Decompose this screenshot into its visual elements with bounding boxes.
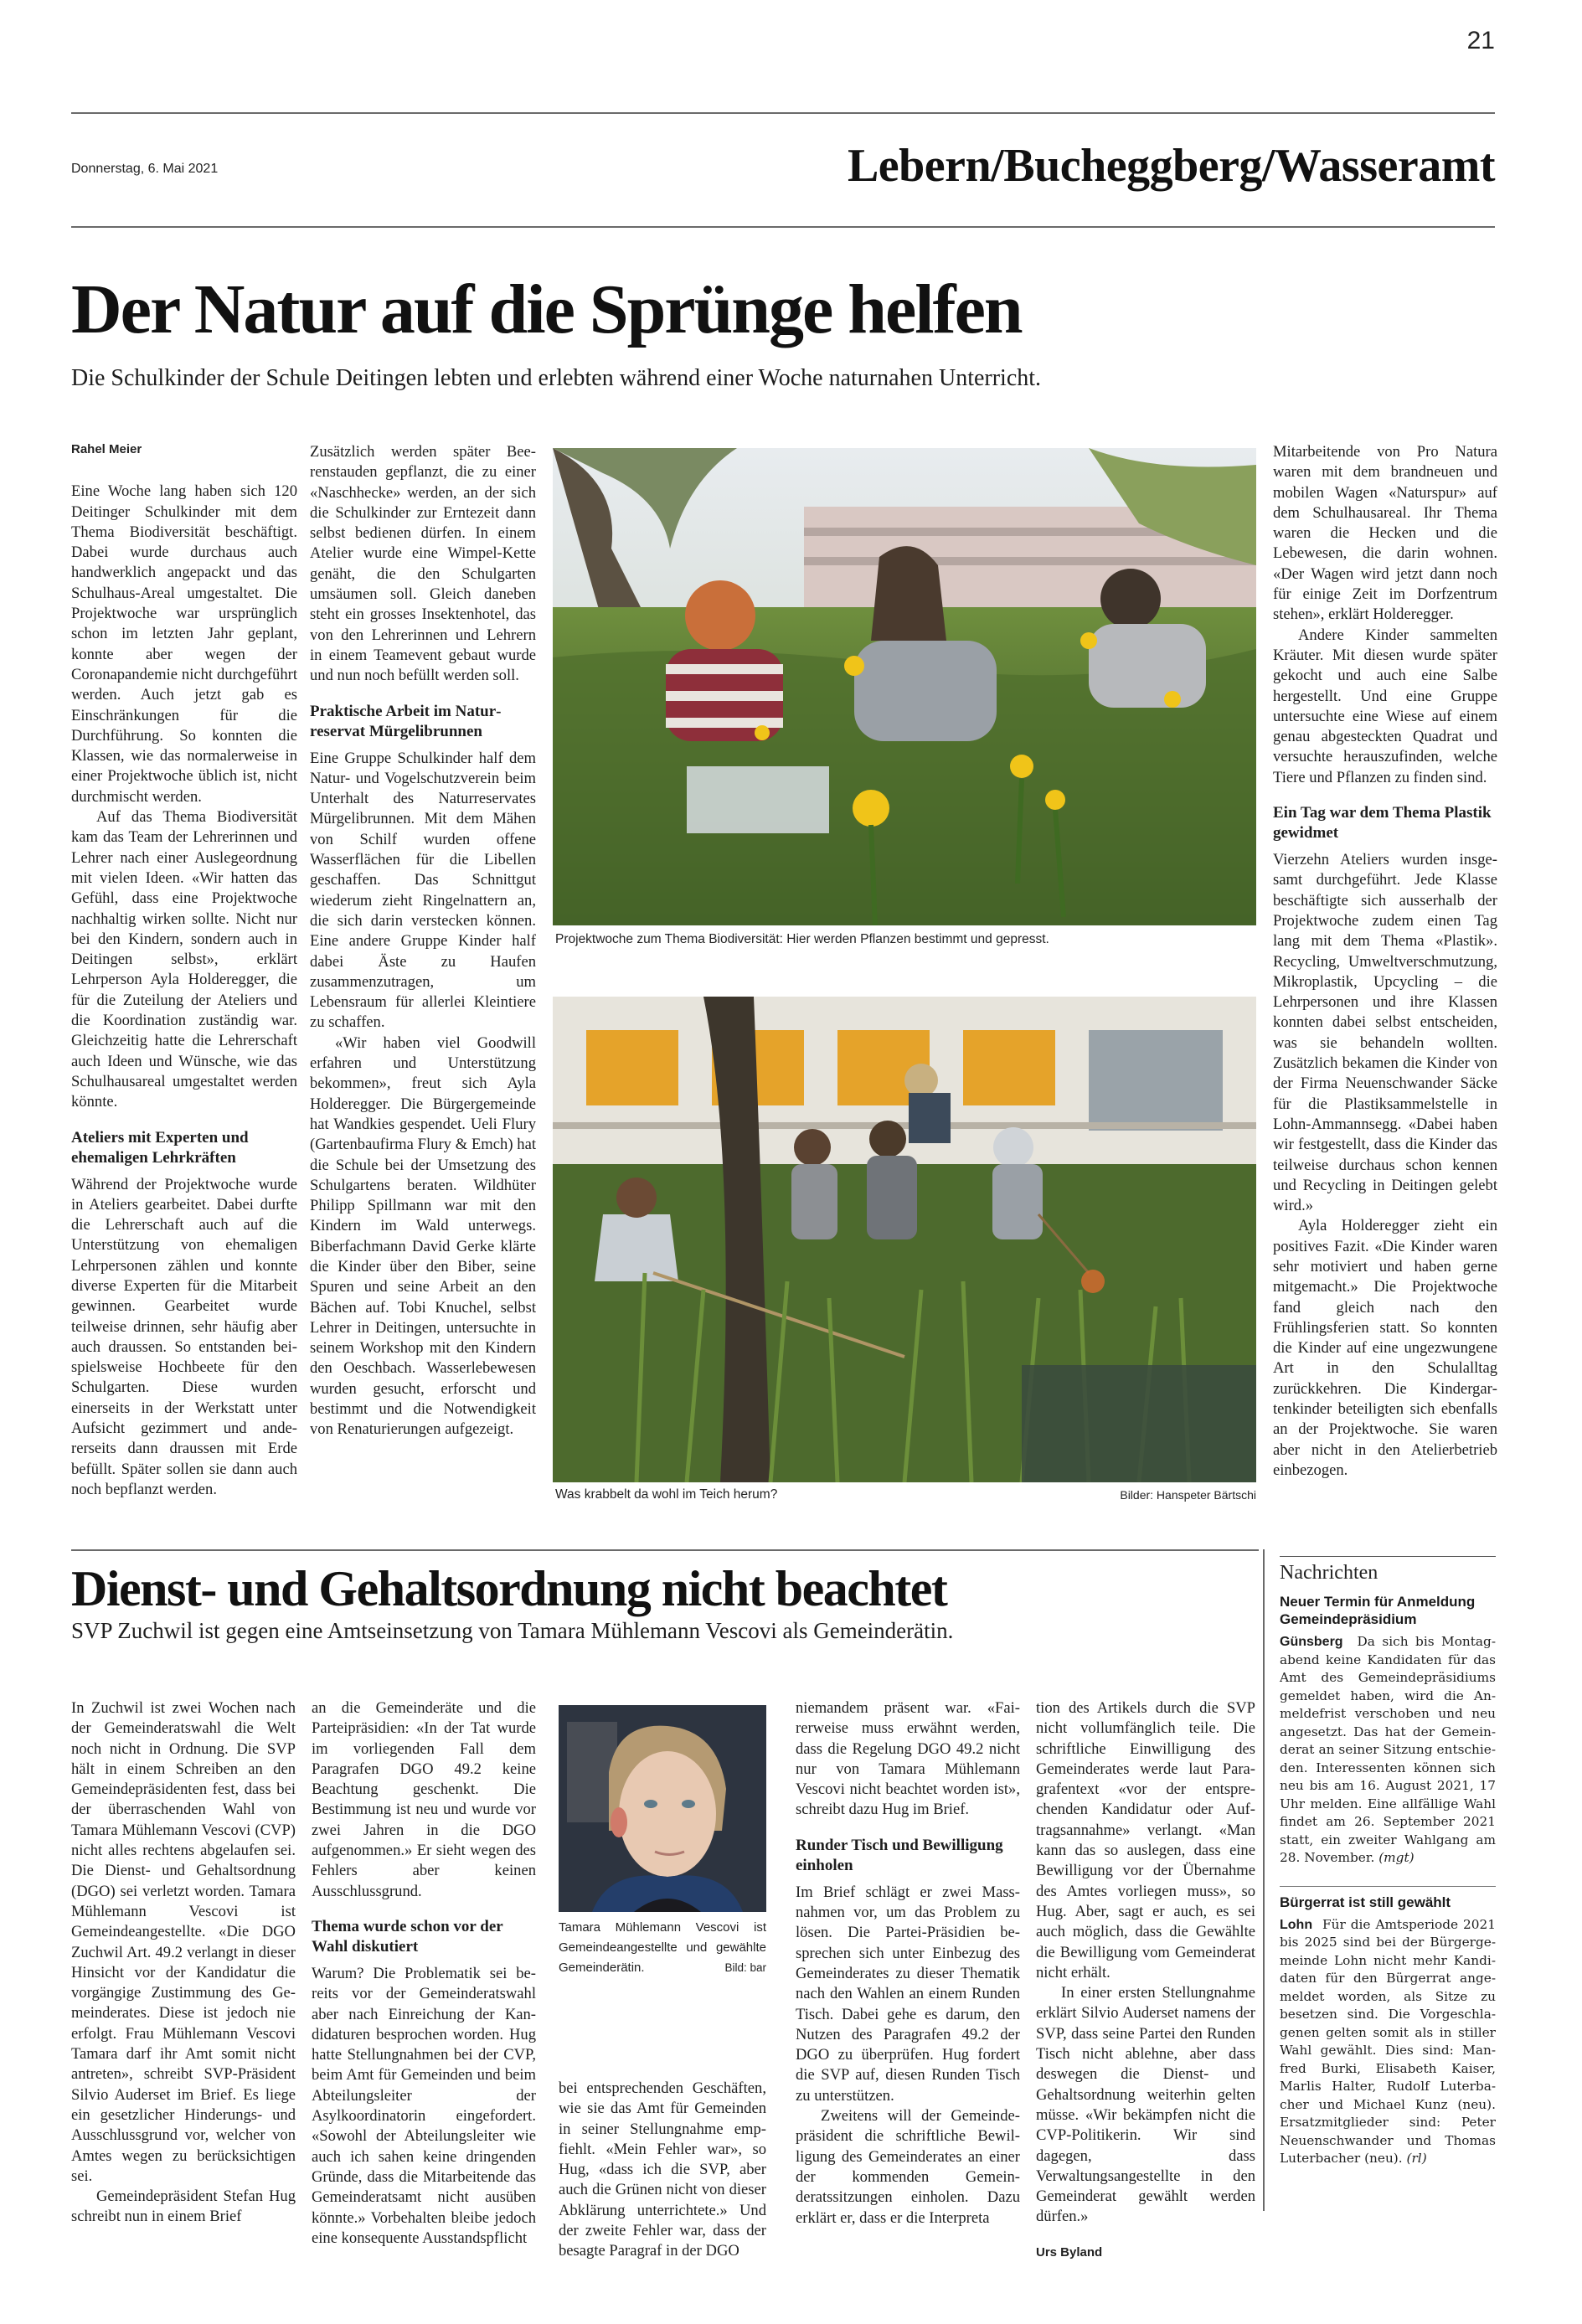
paragraph: tion des Artikels durch die SVP nicht vollumfänglich teile. Die schriftliche Einwilligung des Gemeinderates werde laut Paragrafentext «vor der entsprechenden Kandidatur oder Auftragsannahme» verlangt. «Man kann das so auslegen, dass eine Bewilligung vor der Übernahme des Amtes vorliegen muss», so Hug. Aber, sagt er auch, es sei auch möglich, dass die Gewählte die Bewilligung vom Gemeinderat nicht erhält. (1036, 1699, 1255, 1981)
news-item-divider (1280, 1886, 1496, 1887)
paragraph: Im Brief schlägt er zwei Massnahmen vor, um das Problem zu lösen. Die Partei-Präsidien besprechen sich unter Einbezug des Gemeinderates zu dieser Thematik nach den Wahlen an einem Runden Tisch. Dabei gehe es darum, den Nutzen des Paragrafen 49.2 der DGO zu überprüfen. Hug fordert die SVP auf, diesen Runden Tisch zu unterstützen. (796, 1883, 1020, 2105)
photo-credit: Bilder: Hanspeter Bärtschi (1120, 1488, 1256, 1502)
news-sidebar (1280, 1556, 1496, 2168)
news-item-text: Für die Amtsperiode 2021 bis 2025 sind bei der Bürgergemeinde Lohn nicht mehr Kandidaten für den Bürgerrat angemeldet worden, als Sitze zu besetzen sind. Die Vorgeschlagenen gelten somit als in stiller Wahl gewählt. Dies sind: Manfred Burki, Elisabeth Kaiser, Marlis Halter, Rudolf Luterbacher und Michael Kunz (neu). Ersatzmitglieder sind: Peter Neuenschwander und Thomas Luterbacher (neu). (1280, 1916, 1496, 2166)
article1-column-4 (1273, 442, 1497, 1481)
news-item-place: Günsberg (1280, 1635, 1343, 1649)
article2-byline: Urs Byland (1036, 2244, 1103, 2260)
paragraph: Eine Gruppe Schulkinder half dem Natur- und Vogelschutzverein beim Unterhalt des Naturreservates Mürgelibrunnen. Mit dem Mähen von Schilf wurden offene Wasserflächen für die Libellen geschaffen. Das Schnittgut wiederum zieht Ringelnattern an, die sich darin verstecken können. Eine andere Gruppe Kinder half dabei Äste zu Haufen zusammenzutragen, um Lebensraum für allerlei Kleintiere zu schaffen. (310, 749, 536, 1032)
paragraph: In Zuchwil ist zwei Wochen nach der Gemeinderatswahl die Welt noch nicht in Ordnung. Die SVP hält in einem Schreiben an den Gemeindepräsidenten fest, dass bei der überraschenden Wahl von Tamara Mühlemann Vescovi (CVP) nicht alles rechtens abgelaufen sei. Die Dienst- und Gehaltsordnung (DGO) sei verletzt worden. Tamara Mühlemann Vescovi ist Gemeindeangestellte. «Die DGO Zuchwil Art. 49.2 verlangt in dieser Hinsicht vor der Kandidatur die vorgängige Zustimmung des Gemeinderates. Diese ist jedoch nie erfolgt. Frau Mühlemann Vescovi Tamara darf ihr Amt somit nicht antreten», schreibt SVP-Präsident Silvio Auderset im Brief. Es liege ein gesetzlicher Hinderungs- und Ausschlussgrund vor, welcher von Amtes wegen zu berücksichtigen sei. (71, 1699, 296, 2185)
photo-pond-kids (553, 997, 1256, 1482)
article2-column-2 (312, 1698, 536, 2249)
article2-column-4 (1036, 1698, 1255, 2285)
paragraph: Mitarbeitende von Pro Natura waren mit dem brandneuen und mobilen Wagen «Naturspur» auf dem Schulhausareal. Ihr Thema waren die Hecken und die Lebewesen, die darin wohnen. «Der Wagen wird jetzt dann noch für einige Zeit im Dorfzentrum stehen», erklärt Holderegger. (1273, 443, 1497, 624)
photo1-caption: Projektwoche zum Thema Biodiversität: Hier werden Pflanzen bestimmt und gepresst. (555, 932, 1049, 946)
news-item-place: Lohn (1280, 1917, 1313, 1932)
paragraph: Ayla Holderegger zieht ein positives Fazit. «Die Kinder waren sehr motiviert und haben gerne mitgemacht.» Die Projektwoche fand gleich nach den Frühlingsferien statt. So konnten die Kinder auf eine ungezwungene Art in den Schulalltag zurückkehren. Die Kindergartenkinder beteiligten sich ebenfalls an der Projektwoche. Sie waren aber nicht in den Atelierbetrieb einbezogen. (1273, 1217, 1497, 1479)
portrait-caption-text: Tamara Mühlemann Vescovi ist Gemeindeangestellte und gewählte Gemeinderätin. (559, 1920, 766, 1975)
portrait-credit: Bild: bar (724, 1961, 766, 1974)
paragraph: Eine Woche lang haben sich 120 Deitinger Schulkinder mit dem Thema Biodiversität beschäftigt. Dabei wurde durchaus auch handwerklich angepackt und das Schulhaus-Areal umgestaltet. Die Projektwoche war ursprünglich schon im letzten Jahr geplant, konnte aber wegen der Coronapandemie nicht durchgeführt werden. Auch jetzt gab es Einschränkungen für die Durchführung. So konnten die Klassen, wie das normalerweise in einer Projektwoche üblich ist, nicht durchmischt werden. (71, 482, 297, 806)
paragraph: bei entsprechenden Geschäften, wie sie das Amt für Gemeinden in seiner Stellungnahme empfiehlt. «Mein Fehler war», so Hug, «dass ich die SVP, aber auch die Grünen nicht von dieser Abklärung unterrichtete.» Und der zweite Fehler war, dass der besagte Paragraf in der DGO (559, 2079, 766, 2260)
paragraph: Zusätzlich werden später Beerenstauden gepflanzt, die zu einer «Naschhecke» werden, an der sich die Schulkinder zur Erntezeit dann selbst bedienen dürfen. In einem Atelier wurde eine Wimpel-Kette genäht, die den Schulgarten umsäumen soll. Gleich daneben steht ein grosses Insektenhotel, das von den Lehrerinnen und Lehrern in einem Teamevent gebaut wurde und nun noch befüllt werden soll. (310, 443, 536, 685)
article2-lead: SVP Zuchwil ist gegen eine Amtseinsetzung von Tamara Mühlemann Vescovi als Gemeinderätin. (71, 1618, 954, 1643)
news-item-signature: (rl) (1406, 2151, 1427, 2166)
paragraph: Andere Kinder sammelten Kräuter. Mit diesen wurde später gekocht und auch eine Salbe hergestellt. Und eine Gruppe untersuchte eine Wiese auf einem genau abgesteckten Quadrat und versuchte herauszufinden, welche Tiere und Pflanzen zu finden sind. (1273, 626, 1497, 786)
paragraph: Gemeindepräsident Stefan Hug schreibt nun in einem Brief (71, 2187, 296, 2226)
article2-column-1 (71, 1698, 296, 2228)
article1-headline: Der Natur auf die Sprünge helfen (71, 271, 1022, 348)
news-item-text: Da sich bis Montagabend keine Kandidaten für das Amt des Gemeindepräsidiums gemeldet haben, wird die Anmeldefrist verschoben und neu angesetzt. Das hat der Gemeinderat an seiner Sitzung entschieden. Interessenten können sich neu bis am 16. August 2021, 17 Uhr melden. Eine allfällige Wahl findet am 26. September 2021 statt, ein zweiter Wahlgang am 28. November. (1280, 1634, 1497, 1865)
header-bottom-rule (71, 226, 1495, 228)
photo-portrait (559, 1705, 766, 1912)
news-item-body (1280, 1916, 1496, 2168)
news-item-signature: (mgt) (1378, 1850, 1415, 1865)
subheading: Runder Tisch und Bewilligung einholen (796, 1836, 1003, 1874)
article1-lead: Die Schulkinder der Schule Deitingen lebten und erlebten während einer Woche naturnahen Unterricht. (71, 365, 1042, 391)
news-item (1280, 1894, 1496, 2168)
paragraph: niemandem präsent war. «Fairerweise muss erwähnt werden, dass die Regelung DGO 49.2 nicht nur von Tamara Mühlemann Vescovi nicht beachtet worden ist», schreibt dazu Hug im Brief. (796, 1699, 1020, 1819)
news-section-title: Nachrichten (1280, 1562, 1378, 1584)
news-column-divider (1263, 1549, 1265, 2211)
article1-column-1 (71, 440, 297, 1500)
article2-column-3 (559, 2079, 766, 2262)
article1-byline: Rahel Meier (71, 442, 142, 456)
news-item (1280, 1593, 1496, 1868)
article2-headline: Dienst- und Gehaltsordnung nicht beachtet (71, 1561, 947, 1616)
paragraph: an die Gemeinderäte und die Parteipräsidien: «In der Tat wurde im vorliegenden Fall dem Paragrafen DGO 49.2 keine Beachtung geschenkt. Die Bestimmung ist neu und wurde vor zwei Jahren in die DGO aufgenommen.» Er sieht wegen des Fehlers aber keinen Ausschlussgrund. (312, 1699, 536, 1900)
paragraph: «Wir haben viel Goodwill erfahren und Unterstützung bekommen», freut sich Ayla Holderegger. Die Bürgergemeinde hat Wandkies gespendet. Ueli Flury (Gartenbaufirma Flury & Emch) hat die Schule bei der Umsetzung des Schulgartens beraten. Wildhüter Philipp Spillmann war mit den Kindern im Wald unterwegs. Biberfachmann David Gerke klärte die Kinder über den Biber, seine Spuren und seine Arbeit an den Bächen auf. Tobi Knuchel, selbst Lehrer in Deitingen, untersuchte in seinem Workshop mit den Kindern den Oeschbach. Wasserlebewesen wurden gesucht, erforscht und bestimmt und die Notwendigkeit von Renaturierungen aufgezeigt. (310, 1033, 536, 1439)
article1-column-2 (310, 442, 536, 1440)
article2-column-3b (796, 1698, 1020, 2229)
paragraph: In einer ersten Stellungnahme erklärt Silvio Auderset namens der SVP, dass seine Partei den Runden Tisch nicht ablehne, aber dass deswegen die Dienst- und Gehaltsordnung weiterhin gelten müsse. «Wir bekämpfen nicht die CVP-Politikerin. Wir sind dagegen, dass Verwaltungsangestellte in den Gemeinderat gewählt werden dürfen.» (1036, 1984, 1255, 2226)
section-title: Lebern/Bucheggberg/Wasseramt (847, 140, 1495, 192)
news-item-title: Bürgerrat ist still gewählt (1280, 1894, 1451, 1910)
subheading: Praktische Arbeit im Naturreservat Mürgelibrunnen (310, 702, 502, 740)
garden-photo-illustration (553, 448, 1256, 925)
page-number: 21 (1466, 27, 1495, 54)
subheading: Ateliers mit Experten und ehemaligen Lehrkräften (71, 1128, 249, 1167)
issue-date: Donnerstag, 6. Mai 2021 (71, 162, 219, 176)
paragraph: Warum? Die Problematik sei bereits vor der Gemeinderatswahl aber nach Einreichung der Kandidaturen besprochen worden. Hug hatte Stellungnahmen bei der CVP, beim Amt für Gemeinden und beim Abteilungsleiter der Asylkoordinatorin eingefordert. «Sowohl der Abteilungsleiter wie auch ich sahen keine dringenden Gründe, dass die Mitarbeitende das Gemeinderatsamt nicht ausüben könnte.» Vorbehalten bleibe jedoch eine konsequente Ausstandspflicht (312, 1964, 536, 2247)
news-item-body (1280, 1633, 1496, 1868)
portrait-illustration (559, 1705, 766, 1912)
photo-garden-kids (553, 448, 1256, 925)
pond-photo-illustration (553, 997, 1256, 1482)
article2-top-rule (71, 1549, 1259, 1551)
news-top-rule (1280, 1556, 1496, 1557)
news-item-title: Neuer Termin für Anmeldung Gemeindepräsidium (1280, 1594, 1476, 1627)
header-top-rule (71, 112, 1495, 114)
paragraph: Zweitens will der Gemeindepräsident die schriftliche Bewilligung des Gemeinderates an einer der kommenden Gemeinderatssitzungen einholen. Dazu erklärt er, dass er die Interpreta (796, 2107, 1020, 2227)
paragraph: Während der Projektwoche wurde in Ateliers gearbeitet. Dabei durfte die Lehrerschaft auch auf die Unterstützung von ehemaligen Lehrpersonen zählen und konnte diverse Experten für die Mitarbeit gewinnen. Gearbeitet wurde teilweise drinnen, sehr häufig aber auch draussen. So entstanden beispielsweise Hochbeete für den Schulgarten. Diese wurden einerseits in der Werkstatt unter Aufsicht gezimmert und andererseits dann draussen mit Erde befüllt. Später sollen sie dann auch noch bepflanzt werden. (71, 1175, 297, 1498)
subheading: Ein Tag war dem Thema Plastik gewidmet (1273, 804, 1492, 843)
photo2-caption: Was krabbelt da wohl im Teich herum? (555, 1487, 778, 1502)
portrait-caption (559, 1918, 766, 1978)
paragraph: Vierzehn Ateliers wurden insgesamt durchgeführt. Jede Klasse beschäftigte sich ausserhalb der Projektwoche zudem einen Tag lang mit dem Thema «Plastik». Recycling, Umweltverschmutzung, Mikroplastik, Upcycling – die Lehrpersonen und ihre Klassen konnten dabei selbst entscheiden, was sie behandeln wollten. Zusätzlich bekamen die Kinder von der Firma Neuenschwander Säcke für die Plastiksammelstelle in Lohn-Ammannsegg. «Dabei haben wir festgestellt, dass die Kinder das teilweise durchaus schon kennen und Recycling in Deitingen gelebt wird.» (1273, 851, 1497, 1215)
paragraph: Auf das Thema Biodiversität kam das Team der Lehrerinnen und Lehrer nach einer Auslegeordnung mit vielen Ideen. «Wir hatten das Gefühl, dass eine Projektwoche nachhaltig wirken sollte. Nicht nur bei den Kindern, sondern auch in Deitingen selbst», erklärt Lehrperson Ayla Holderegger, die für die Zuteilung der Ateliers und die Koordination zuständig war. Gleichzeitig hatte die Lehrerschaft auch Ideen und Wünsche, wie das Schulhausareal umgestaltet werden könnte. (71, 808, 297, 1111)
subheading: Thema wurde schon vor der Wahl diskutiert (312, 1917, 503, 1956)
